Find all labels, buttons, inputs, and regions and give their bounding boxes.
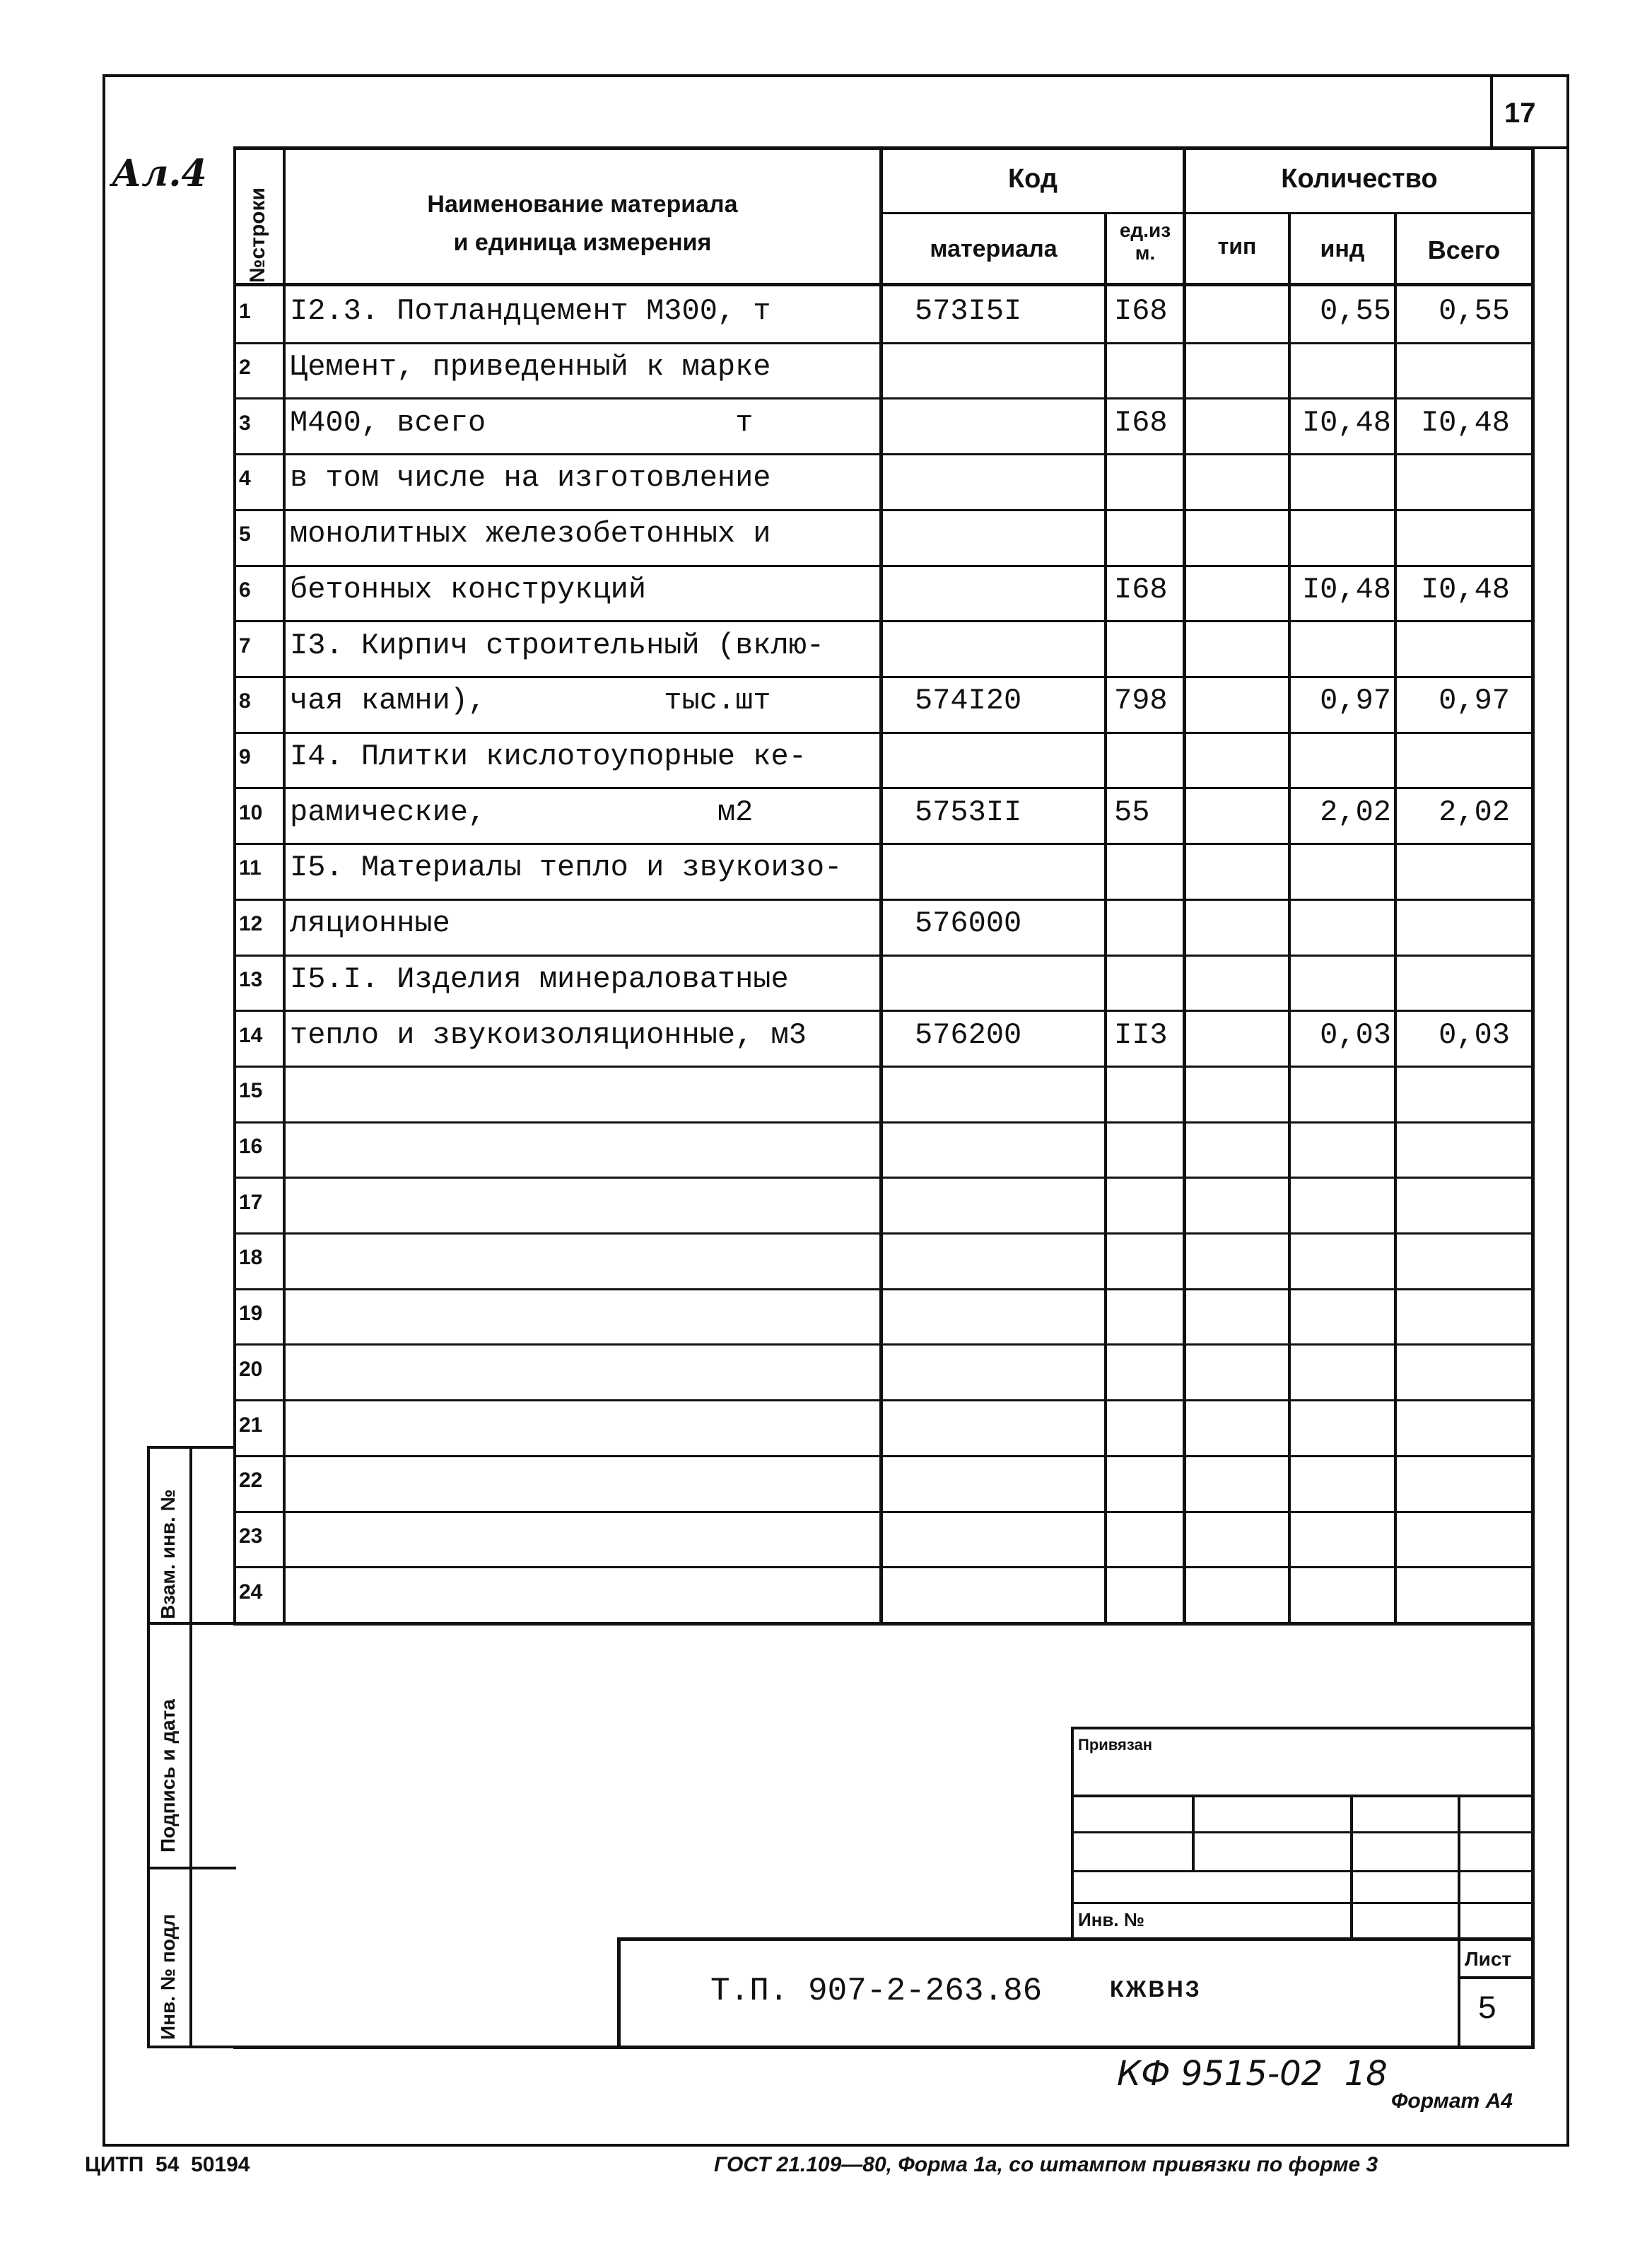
ind-cell: I0,48 (1301, 406, 1391, 440)
handwritten-note: КФ 9515-02 18 (1117, 2054, 1388, 2094)
material-name: I5. Материалы тепло и звукоизо- (290, 851, 843, 885)
row-number: 22 (239, 1469, 263, 1492)
row-number: 14 (239, 1024, 263, 1047)
ind-cell: 0,03 (1320, 1018, 1391, 1052)
signature-date-label: Подпись и дата (157, 1699, 179, 1852)
row-number: 10 (239, 801, 263, 824)
code-cell: 576000 (915, 906, 1022, 940)
footer-left: ЦИТП 54 50194 (85, 2153, 250, 2176)
code-cell: 574I20 (915, 684, 1022, 718)
row-number: 6 (239, 578, 251, 602)
material-name: I5.I. Изделия минераловатные (290, 962, 789, 996)
unit-cell: 798 (1114, 684, 1168, 718)
code-material-header: материала (930, 235, 1058, 262)
total-cell: 0,97 (1439, 684, 1510, 718)
total-cell: 2,02 (1439, 795, 1510, 829)
code-unit-header: ед.изм. (1119, 219, 1171, 264)
material-name: бетонных конструкций (290, 573, 647, 607)
format-label: Формат А4 (1391, 2089, 1513, 2113)
name-header-line2: и единица измерения (453, 229, 712, 256)
ind-header: инд (1320, 235, 1365, 262)
row-number: 13 (239, 968, 263, 991)
code-cell: 573I5I (915, 294, 1022, 328)
material-name: М400, всего т (290, 406, 754, 440)
total-cell: I0,48 (1420, 406, 1510, 440)
material-name: I2.3. Потландцемент М300, т (290, 294, 771, 328)
sheet-label: Лист (1465, 1948, 1512, 1970)
material-name: рамические, м2 (290, 795, 754, 829)
row-number-header: №строки (246, 187, 269, 283)
replaced-inv-label: Взам. инв. № (157, 1489, 179, 1619)
material-name: I4. Плитки кислотоупорные ке- (290, 740, 807, 774)
row-number: 1 (239, 300, 251, 323)
quantity-header: Количество (1281, 164, 1438, 194)
document-code: Т.П. 907-2-263.86 (710, 1973, 1043, 2009)
code-cell: 5753II (915, 795, 1022, 829)
row-number: 19 (239, 1302, 263, 1325)
inv-original-label: Инв. № подл (157, 1913, 179, 2040)
row-number: 5 (239, 523, 251, 546)
material-name: в том числе на изготовление (290, 461, 771, 495)
row-number: 4 (239, 467, 251, 490)
row-number: 20 (239, 1358, 263, 1381)
sheet-number: 5 (1477, 1991, 1497, 2028)
material-name: ляционные (290, 906, 450, 940)
ind-cell: 0,55 (1320, 294, 1391, 328)
name-column-header (286, 185, 879, 262)
row-number: 23 (239, 1524, 263, 1548)
material-name: Цемент, приведенный к марке (290, 350, 771, 384)
corner-mark: Ал.4 (112, 152, 207, 195)
row-number: 24 (239, 1580, 263, 1604)
total-cell: I0,48 (1420, 573, 1510, 607)
material-name: I3. Кирпич строительный (вклю- (290, 629, 825, 663)
row-number: 8 (239, 689, 251, 713)
page-number: 17 (1504, 98, 1536, 129)
code-header: Код (1007, 164, 1058, 194)
ind-cell: I0,48 (1301, 573, 1391, 607)
material-name: чая камни), тыс.шт (290, 684, 771, 718)
unit-cell: 55 (1114, 795, 1150, 829)
type-header: тип (1217, 233, 1257, 259)
total-header: Всего (1427, 235, 1501, 264)
unit-cell: I68 (1114, 294, 1168, 328)
ind-cell: 0,97 (1320, 684, 1391, 718)
row-number: 11 (239, 856, 262, 880)
material-name: монолитных железобетонных и (290, 517, 771, 551)
row-number: 2 (239, 356, 251, 379)
unit-cell: I68 (1114, 573, 1168, 607)
footer-right: ГОСТ 21.109—80, Форма 1а, со штампом привязки по форме 3 (714, 2153, 1378, 2176)
inv-label: Инв. № (1078, 1909, 1144, 1930)
row-number: 15 (239, 1079, 263, 1102)
unit-cell: I68 (1114, 406, 1168, 440)
name-header-line1: Наименование материала (427, 191, 738, 218)
row-number: 18 (239, 1246, 263, 1269)
row-number: 21 (239, 1413, 263, 1437)
bound-label: Привязан (1078, 1736, 1153, 1754)
row-number: 7 (239, 634, 251, 658)
unit-cell: II3 (1114, 1018, 1168, 1052)
row-number: 9 (239, 745, 251, 769)
total-cell: 0,03 (1439, 1018, 1510, 1052)
document-suffix: КЖВНЗ (1110, 1976, 1202, 2002)
ind-cell: 2,02 (1320, 795, 1391, 829)
material-name: тепло и звукоизоляционные, м3 (290, 1018, 807, 1052)
total-cell: 0,55 (1439, 294, 1510, 328)
row-number: 3 (239, 412, 251, 435)
row-number: 17 (239, 1191, 263, 1214)
code-cell: 576200 (915, 1018, 1022, 1052)
row-number: 12 (239, 912, 263, 935)
row-number: 16 (239, 1135, 263, 1158)
